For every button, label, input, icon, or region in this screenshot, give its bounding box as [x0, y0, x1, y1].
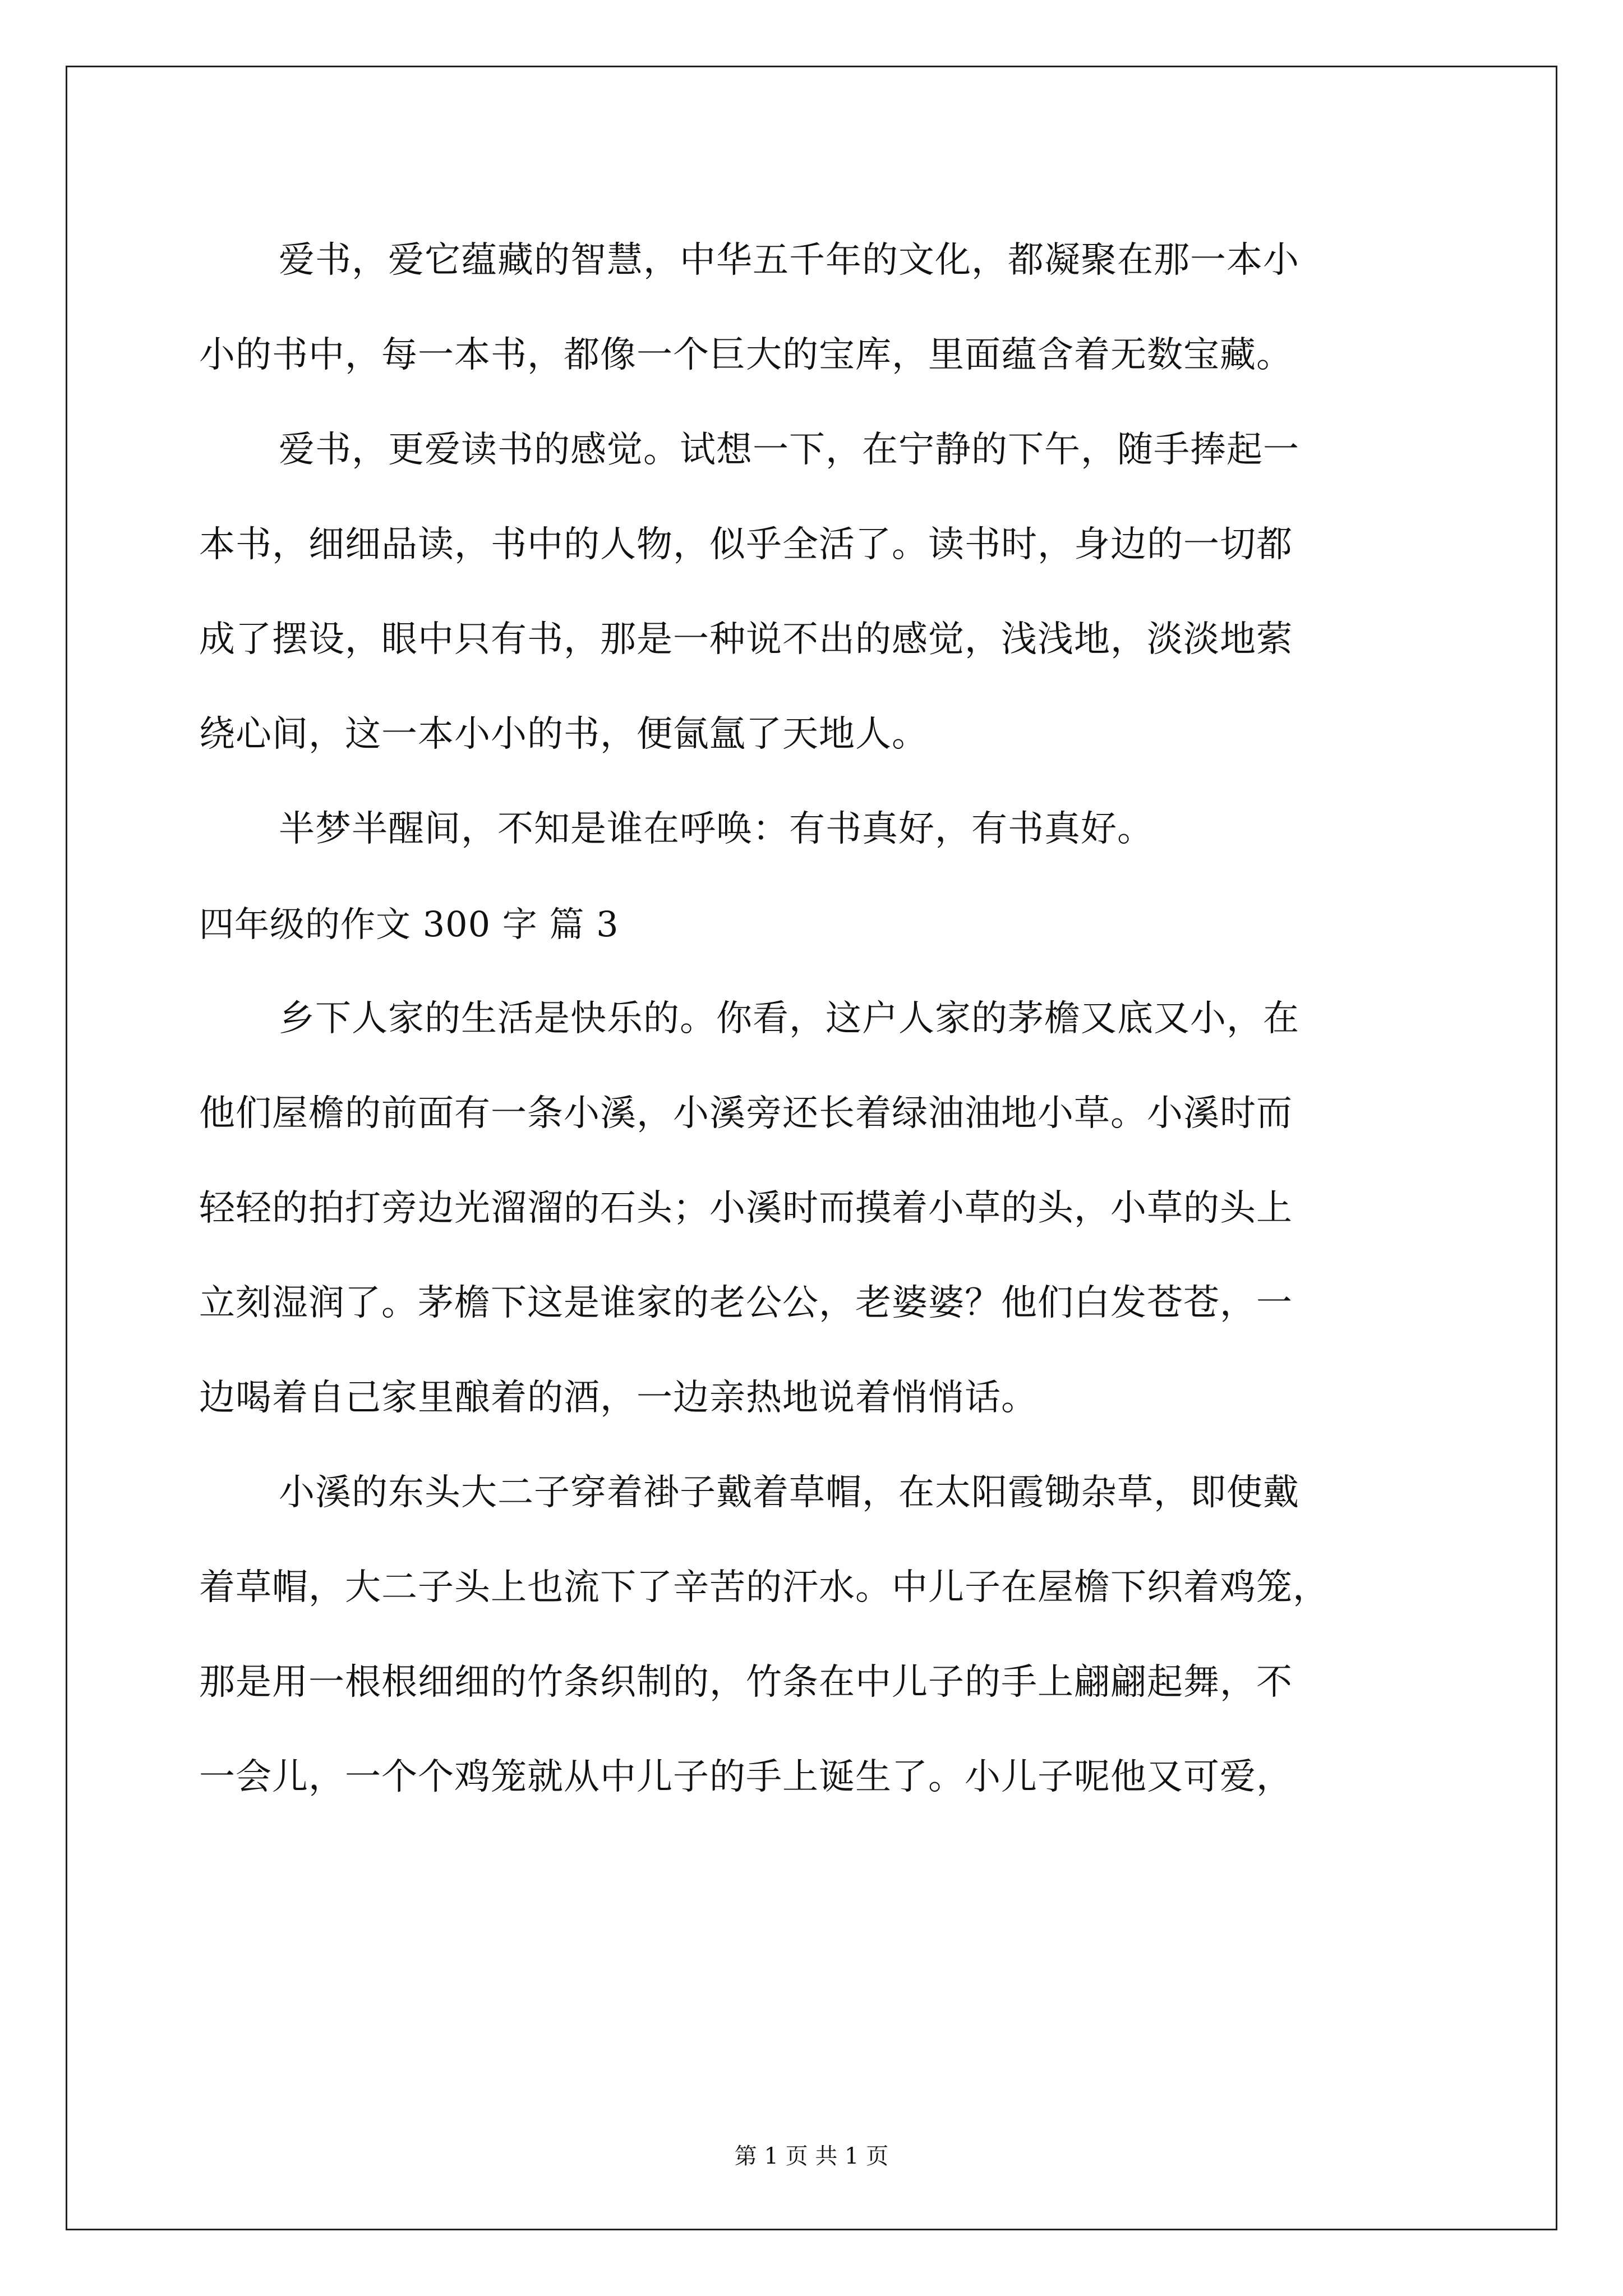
- text-line: 乡下人家的生活是快乐的。你看，这户人家的茅檐又底又小，在: [279, 998, 1299, 1039]
- text-line: 本书，细细品读，书中的人物，似乎全活了。读书时，身边的一切都: [199, 524, 1293, 565]
- text-line: 小的书中，每一本书，都像一个巨大的宝库，里面蕴含着无数宝藏。: [199, 334, 1293, 376]
- text-line: 那是用一根根细细的竹条织制的，竹条在中儿子的手上翩翩起舞，不: [199, 1662, 1293, 1703]
- text-line: 着草帽，大二子头上也流下了辛苦的汗水。中儿子在屋檐下织着鸡笼，: [199, 1567, 1329, 1608]
- text-line: 半梦半醒间，不知是谁在呼唤：有书真好，有书真好。: [279, 808, 1154, 850]
- text-line: 立刻湿润了。茅檐下这是谁家的老公公，老婆婆？他们白发苍苍，一: [199, 1282, 1293, 1324]
- text-line: 边喝着自己家里酿着的酒，一边亲热地说着悄悄话。: [199, 1377, 1038, 1419]
- text-line: 成了摆设，眼中只有书，那是一种说不出的感觉，浅浅地，淡淡地萦: [199, 619, 1293, 660]
- text-line: 他们屋檐的前面有一条小溪，小溪旁还长着绿油油地小草。小溪时而: [199, 1093, 1293, 1134]
- page-footer: 第 1 页 共 1 页: [734, 2143, 889, 2169]
- text-line: 绕心间，这一本小小的书，便氤氲了天地人。: [199, 714, 928, 755]
- text-line: 轻轻的拍打旁边光溜溜的石头；小溪时而摸着小草的头，小草的头上: [199, 1188, 1293, 1229]
- document-body: [199, 213, 1433, 1825]
- section-heading: 四年级的作文 300 字 篇 3: [199, 904, 619, 945]
- text-line: 一会儿，一个个鸡笼就从中儿子的手上诞生了。小儿子呢他又可爱，: [199, 1756, 1293, 1798]
- text-line: 爱书，爱它蕴藏的智慧，中华五千年的文化，都凝聚在那一本小: [279, 240, 1299, 281]
- text-line: 爱书，更爱读书的感觉。试想一下，在宁静的下午，随手捧起一: [279, 429, 1299, 471]
- text-line: 小溪的东头大二子穿着褂子戴着草帽，在太阳霞锄杂草，即使戴: [279, 1472, 1299, 1513]
